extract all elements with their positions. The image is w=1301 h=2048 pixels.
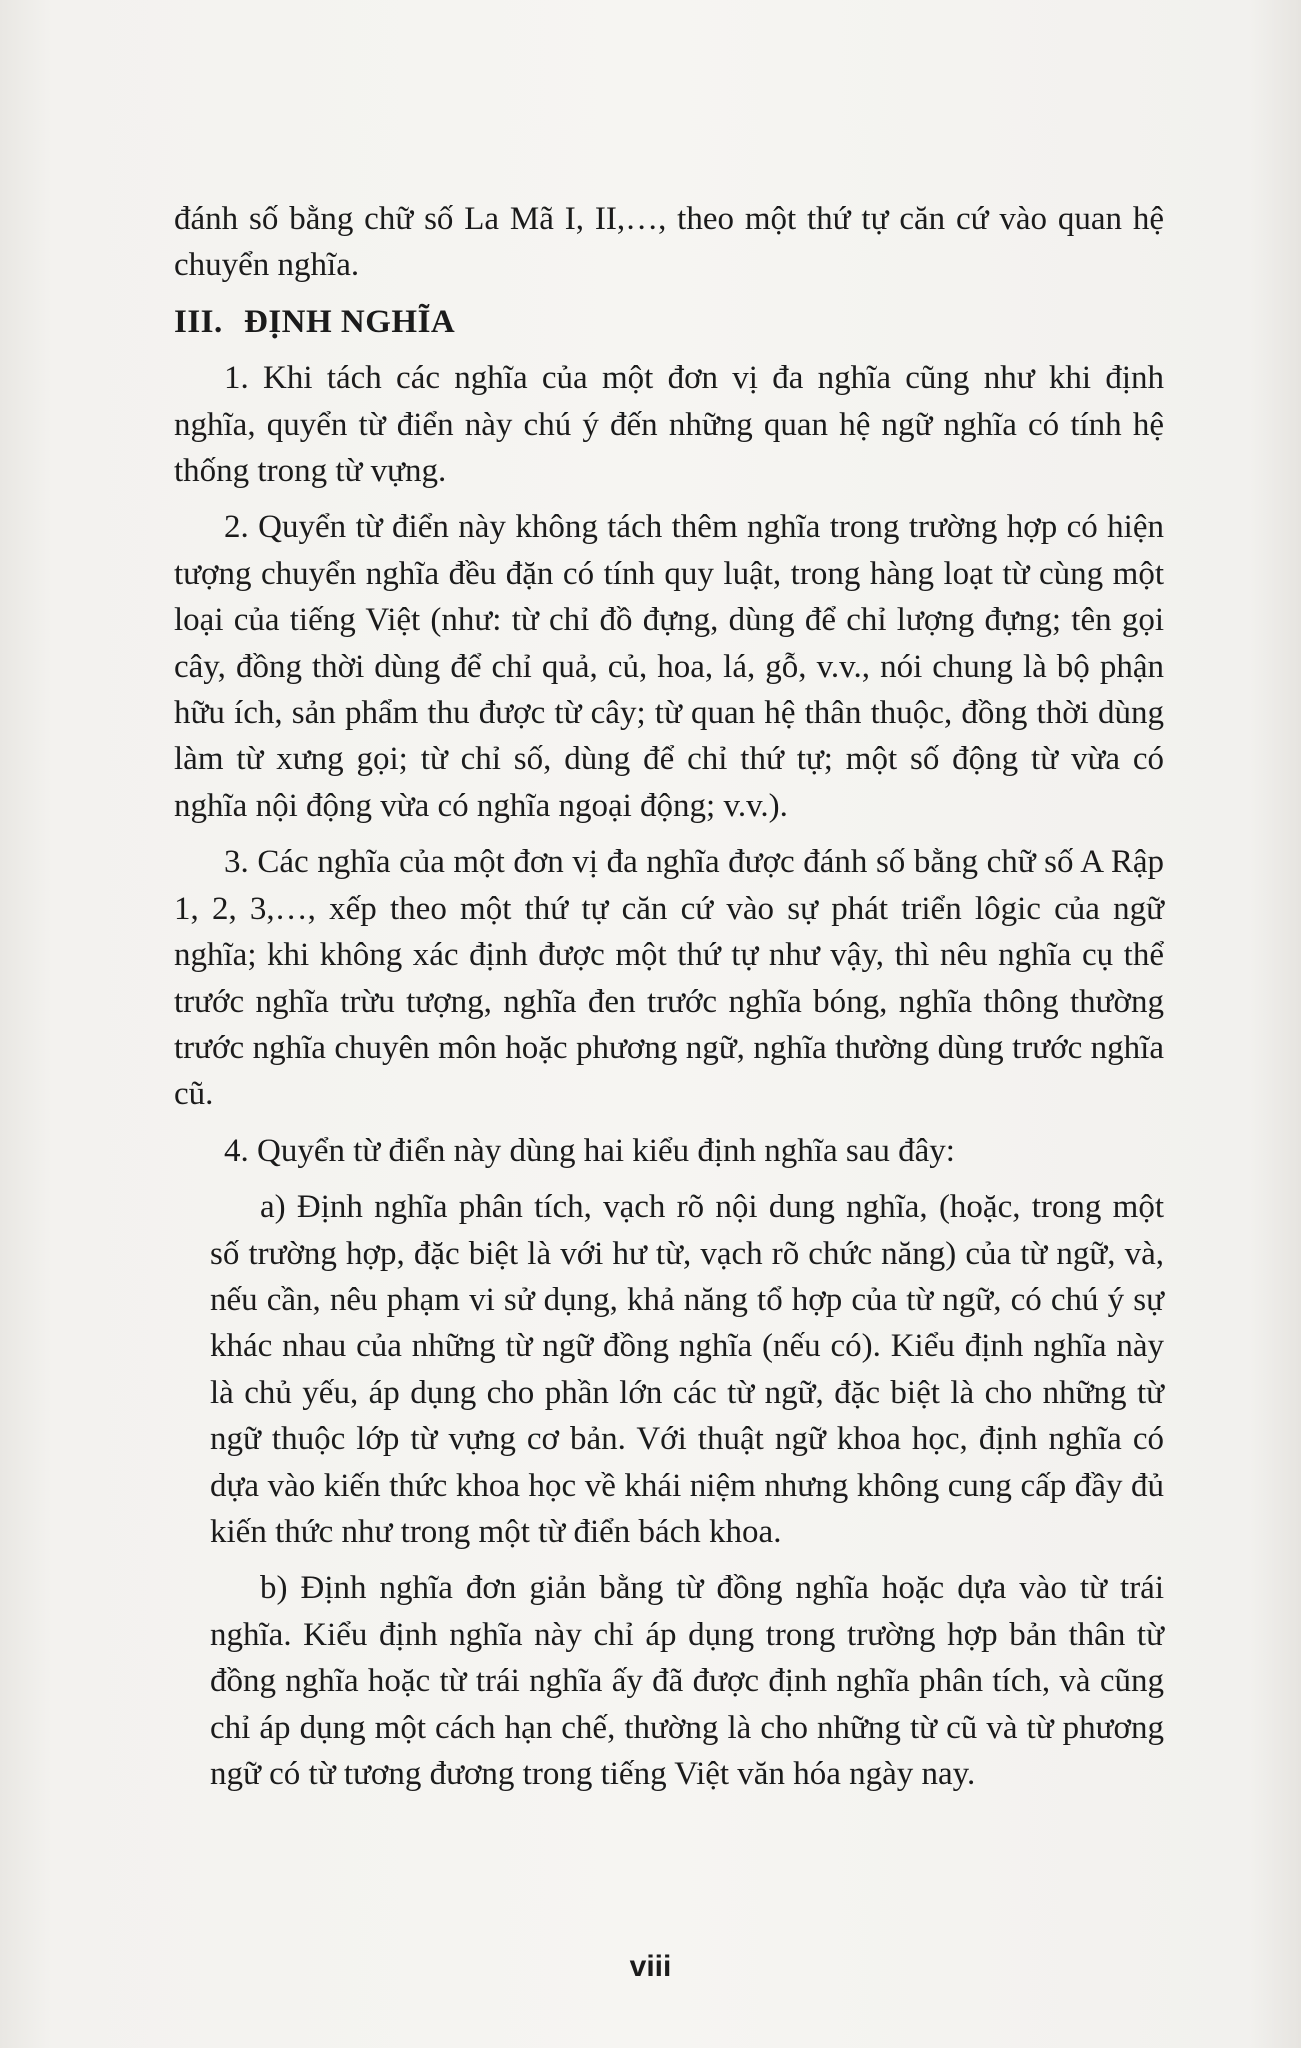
- section-title: ĐỊNH NGHĨA: [244, 303, 456, 340]
- section-number: III.: [174, 303, 223, 340]
- paragraph-4a: a) Định nghĩa phân tích, vạch rõ nội dung nghĩa, (hoặc, trong một số trường hợp, đặc biệt là với hư từ, vạch rõ chức năng) của từ ngữ, và, nếu cần, nêu phạm vi sử dụng, khả năng tổ hợp của từ ngữ, có chú ý sự khác nhau của những từ ngữ đồng nghĩa (nếu có). Kiểu định nghĩa này là chủ yếu, áp dụng cho phần lớn các từ ngữ, đặc biệt là cho những từ ngữ thuộc lớp từ vựng cơ bản. Với thuật ngữ khoa học, định nghĩa có dựa vào kiến thức khoa học về khái niệm nhưng không cung cấp đầy đủ kiến thức như trong một từ điển bách khoa.: [210, 1189, 1164, 1550]
- paragraph-4b: b) Định nghĩa đơn giản bằng từ đồng nghĩa hoặc dựa vào từ trái nghĩa. Kiểu định nghĩa này chỉ áp dụng trong trường hợp bản thân từ đồng nghĩa hoặc từ trái nghĩa ấy đã được định nghĩa phân tích, và cũng chỉ áp dụng một cách hạn chế, thường là cho những từ cũ và từ phương ngữ có từ tương đương trong tiếng Việt văn hóa ngày nay.: [210, 1570, 1164, 1792]
- page-body: [174, 196, 1164, 1807]
- paragraph-1: 1. Khi tách các nghĩa của một đơn vị đa nghĩa cũng như khi định nghĩa, quyển từ điển này chú ý đến những quan hệ ngữ nghĩa có tính hệ thống trong từ vựng.: [174, 360, 1164, 490]
- section-heading: [174, 299, 1164, 345]
- page-number: viii: [629, 1950, 672, 1983]
- paragraph-3: 3. Các nghĩa của một đơn vị đa nghĩa được đánh số bằng chữ số A Rập 1, 2, 3,…, xếp theo một thứ tự căn cứ vào sự phát triển lôgic của ngữ nghĩa; khi không xác định được một thứ tự như vậy, thì nêu nghĩa cụ thể trước nghĩa trừu tượng, nghĩa đen trước nghĩa bóng, nghĩa thông thường trước nghĩa chuyên môn hoặc phương ngữ, nghĩa thường dùng trước nghĩa cũ.: [174, 844, 1164, 1113]
- paragraph-2: 2. Quyển từ điển này không tách thêm nghĩa trong trường hợp có hiện tượng chuyển nghĩa đều đặn có tính quy luật, trong hàng loạt từ cùng một loại của tiếng Việt (như: từ chỉ đồ đựng, dùng để chỉ lượng đựng; tên gọi cây, đồng thời dùng để chỉ quả, củ, hoa, lá, gỗ, v.v., nói chung là bộ phận hữu ích, sản phẩm thu được từ cây; từ quan hệ thân thuộc, đồng thời dùng làm từ xưng gọi; từ chỉ số, dùng để chỉ thứ tự; một số động từ vừa có nghĩa nội động vừa có nghĩa ngoại động; v.v.).: [174, 509, 1164, 824]
- intro-continuation: đánh số bằng chữ số La Mã I, II,…, theo một thứ tự căn cứ vào quan hệ chuyển nghĩa.: [174, 201, 1164, 284]
- paragraph-4: 4. Quyển từ điển này dùng hai kiểu định nghĩa sau đây:: [224, 1132, 955, 1169]
